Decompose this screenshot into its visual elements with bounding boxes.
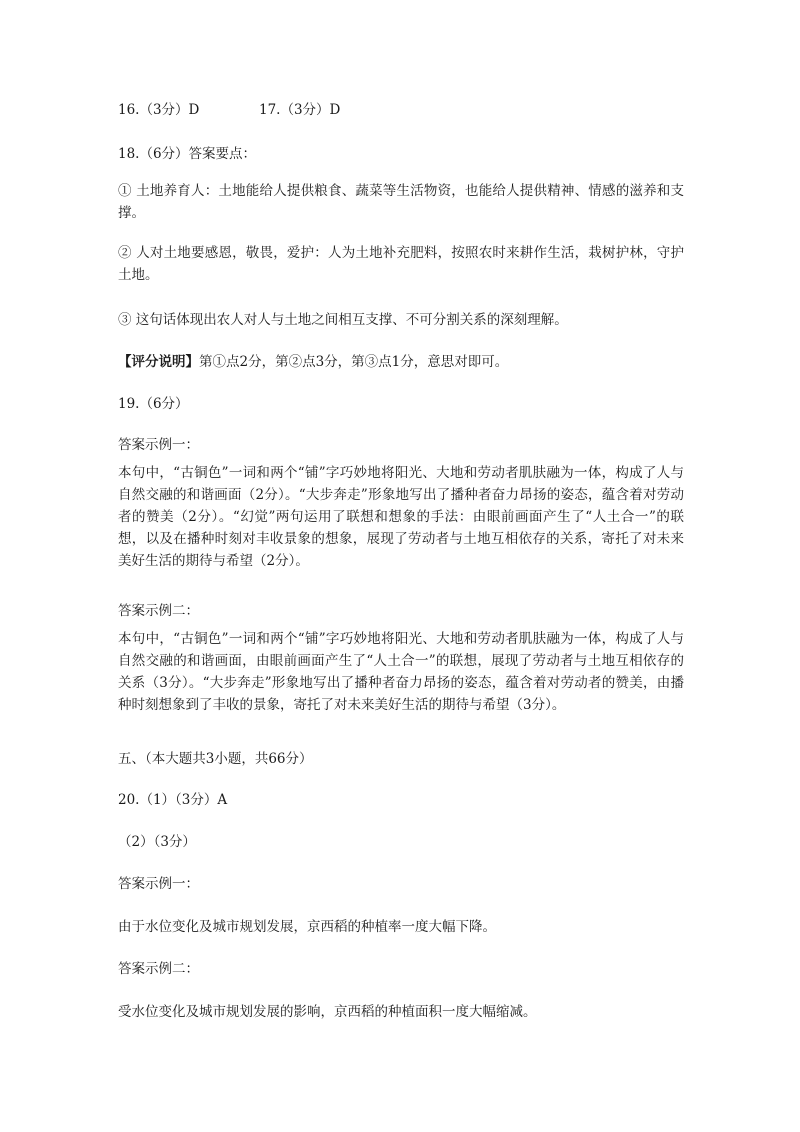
q17-answer: 17.（3分）D: [259, 102, 341, 118]
q18-point-2: ② 人对土地要感恩，敬畏，爱护：人为土地补充肥料，按照农时来耕作生活，栽树护林，守护土地。: [118, 245, 684, 283]
q19-header: 19.（6分）: [118, 396, 189, 412]
q20-example-2: 受水位变化及城市规划发展的影响，京西稻的种植面积一度大幅缩减。: [118, 1004, 537, 1020]
q20-1-answer: 20.（1）（3分）A: [118, 792, 228, 808]
q20-example-1: 由于水位变化及城市规划发展，京西稻的种植率一度大幅下降。: [118, 919, 496, 935]
section-5-heading: 五、（本大题共3小题，共66分）: [118, 751, 313, 767]
q20-2-header: （2）（3分）: [118, 834, 196, 850]
q19-example-1-label: 答案示例一：: [118, 437, 199, 453]
q18-point-1: ① 土地养育人：土地能给人提供粮食、蔬菜等生活物资，也能给人提供精神、情感的滋养和支撑。: [118, 183, 684, 221]
scoring-label: 【评分说明】: [118, 354, 199, 370]
q19-example-2: 本句中，“古铜色”一词和两个“铺”字巧妙地将阳光、大地和劳动者肌肤融为一体，构成了人与自然交融的和谐画面，由眼前画面产生了“人土合一”的联想，展现了劳动者与土地互相依存的关系（3分）。“大步奔走”形象地写出了播种者奋力昂扬的姿态，蕴含着对劳动者的赞美，由播种时刻想象到了丰收的景象，寄托了对未来美好生活的期待与希望（3分）。: [118, 631, 684, 713]
q20-example-1-label: 答案示例一：: [118, 876, 199, 892]
scoring-text: 第①点2分，第②点3分，第③点1分，意思对即可。: [199, 354, 509, 370]
q16-answer: 16.（3分）D: [118, 102, 200, 118]
q19-example-1: 本句中，“古铜色”一词和两个“铺”字巧妙地将阳光、大地和劳动者肌肤融为一体，构成了人与自然交融的和谐画面（2分）。“大步奔走”形象地写出了播种者奋力昂扬的姿态，蕴含着对劳动者的赞美（2分）。“幻觉”两句运用了联想和想象的手法：由眼前画面产生了“人土合一”的联想，以及在播种时刻对丰收景象的想象，展现了劳动者与土地互相依存的关系，寄托了对未来美好生活的期待与希望（2分）。: [118, 465, 684, 569]
q18-point-3: ③ 这句话体现出农人对人与土地之间相互支撑、不可分割关系的深刻理解。: [118, 312, 568, 328]
q18-header: 18.（6分）答案要点：: [118, 146, 257, 162]
q19-example-2-label: 答案示例二：: [118, 603, 199, 619]
q20-example-2-label: 答案示例二：: [118, 961, 199, 977]
q18-scoring-note: [118, 350, 508, 370]
